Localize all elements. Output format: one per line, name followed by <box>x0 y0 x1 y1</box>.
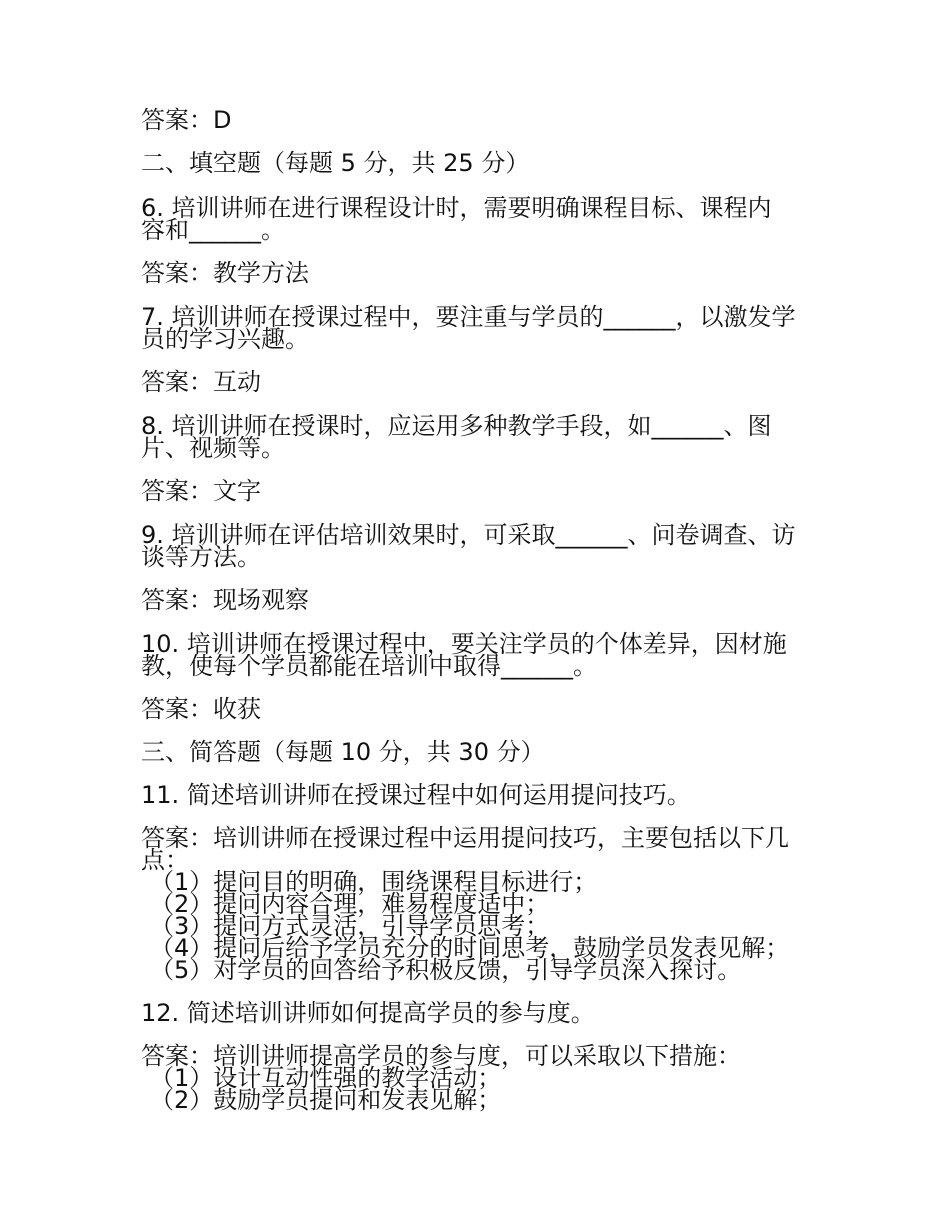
question-9-line-1: 9. 培训讲师在评估培训效果时，可采取______、问卷调查、访 <box>141 521 796 549</box>
question-10-line-2: 教，使每个学员都能在培训中取得______。 <box>141 652 597 680</box>
answer-11-line-1: 答案：培训讲师在授课过程中运用提问技巧，主要包括以下几 <box>141 824 789 852</box>
answer-11-item: （1）提问目的明确，围绕课程目标进行； <box>150 868 598 896</box>
question-6-line-2: 容和______。 <box>141 216 285 244</box>
answer-8: 答案：文字 <box>141 477 261 505</box>
answer-10: 答案：收获 <box>141 695 261 723</box>
question-7-line-1: 7. 培训讲师在授课过程中，要注重与学员的______，以激发学 <box>141 303 796 331</box>
section-2-title: 二、填空题（每题 5 分，共 25 分） <box>141 149 530 177</box>
answer-11-line-2: 点： <box>141 846 189 874</box>
answer-11-item: （4）提问后给予学员充分的时间思考，鼓励学员发表见解； <box>150 934 790 962</box>
answer-prev: 答案：D <box>141 106 232 134</box>
question-10-line-1: 10. 培训讲师在授课过程中，要关注学员的个体差异，因材施 <box>141 630 787 658</box>
question-8-line-2: 片、视频等。 <box>141 434 285 462</box>
answer-6: 答案：教学方法 <box>141 259 309 287</box>
question-12: 12. 简述培训讲师如何提高学员的参与度。 <box>141 999 595 1027</box>
answer-7: 答案：互动 <box>141 368 261 396</box>
answer-11-item: （2）提问内容合理，难易程度适中； <box>150 890 550 918</box>
answer-11-item: （3）提问方式灵活，引导学员思考； <box>150 912 550 940</box>
question-6-line-1: 6. 培训讲师在进行课程设计时，需要明确课程目标、课程内 <box>141 194 772 222</box>
answer-9: 答案：现场观察 <box>141 586 309 614</box>
answer-12-item: （1）设计互动性强的教学活动； <box>150 1064 502 1092</box>
question-11: 11. 简述培训讲师在授课过程中如何运用提问技巧。 <box>141 781 691 809</box>
question-7-line-2: 员的学习兴趣。 <box>141 325 309 353</box>
question-9-line-2: 谈等方法。 <box>141 543 261 571</box>
answer-12-line-1: 答案：培训讲师提高学员的参与度，可以采取以下措施： <box>141 1042 741 1070</box>
question-8-line-1: 8. 培训讲师在授课时，应运用多种教学手段，如______、图 <box>141 412 772 440</box>
section-3-title: 三、简答题（每题 10 分，共 30 分） <box>141 738 545 766</box>
answer-11-item: （5）对学员的回答给予积极反馈，引导学员深入探讨。 <box>150 956 742 984</box>
answer-12-item: （2）鼓励学员提问和发表见解； <box>150 1086 502 1114</box>
